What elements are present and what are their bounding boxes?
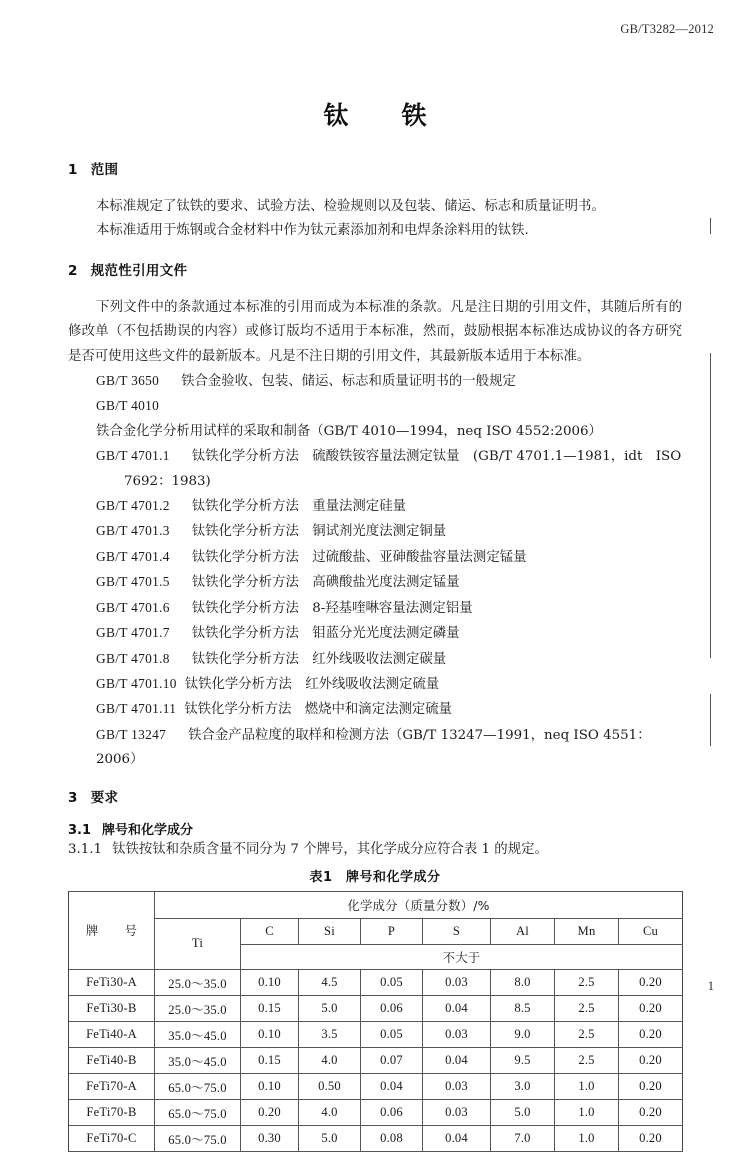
cell-s: 0.04: [423, 1125, 491, 1151]
section-number: 2: [68, 262, 78, 279]
cell-p: 0.08: [361, 1125, 423, 1151]
table-row: [69, 969, 683, 995]
reference-text: 钛铁化学分析方法 过硫酸盐、亚砷酸盐容量法测定锰量: [191, 549, 527, 565]
cell-si: 4.0: [299, 1099, 361, 1125]
cell-ti: 65.0～75.0: [155, 1099, 241, 1125]
reference-text: 钛铁化学分析方法 铜试剂光度法测定铜量: [191, 524, 447, 540]
cell-si: 3.5: [299, 1021, 361, 1047]
cell-grade: FeTi40-A: [69, 1021, 155, 1047]
reference-text: 钛铁化学分析方法 燃烧中和滴定法测定硫量: [184, 702, 453, 718]
cell-si: 0.50: [299, 1073, 361, 1099]
clause-number: 3.1.1: [68, 841, 103, 857]
cell-p: 0.05: [361, 1021, 423, 1047]
cell-p: 0.06: [361, 995, 423, 1021]
cell-c: 0.10: [241, 969, 299, 995]
clause-3-1-1: [68, 838, 682, 862]
change-bar-mark: [710, 694, 711, 746]
cell-ti: 65.0～75.0: [155, 1073, 241, 1099]
section-number: 1: [68, 162, 78, 178]
reference-code: GB/T 3650: [96, 373, 160, 389]
cell-al: 8.0: [491, 969, 555, 995]
cell-mn: 1.0: [555, 1125, 619, 1151]
reference-item: [68, 545, 682, 570]
cell-p: 0.07: [361, 1047, 423, 1073]
cell-cu: 0.20: [619, 1099, 683, 1125]
reference-item: [68, 647, 682, 672]
reference-code: GB/T 4701.6: [96, 599, 170, 615]
reference-code: GB/T 4701.5: [96, 574, 170, 590]
cell-c: 0.15: [241, 1047, 299, 1073]
cell-grade: FeTi40-B: [69, 1047, 155, 1073]
reference-item: [68, 494, 682, 519]
table-grade-and-chemical-composition: [68, 891, 683, 1152]
cell-grade: FeTi70-B: [69, 1099, 155, 1125]
reference-code: GB/T 4701.4: [96, 548, 170, 564]
cell-grade: FeTi70-A: [69, 1073, 155, 1099]
cell-c: 0.15: [241, 995, 299, 1021]
cell-p: 0.04: [361, 1073, 423, 1099]
cell-s: 0.03: [423, 1021, 491, 1047]
reference-code: GB/T 4701.1: [96, 448, 170, 464]
cell-si: 4.0: [299, 1047, 361, 1073]
reference-text: 钛铁化学分析方法 8-羟基喹啉容量法测定铝量: [191, 600, 473, 616]
cell-s: 0.04: [423, 995, 491, 1021]
subsection-number: 3.1: [68, 822, 92, 838]
cell-p: 0.05: [361, 969, 423, 995]
reference-item: [68, 519, 682, 544]
cell-s: 0.04: [423, 1047, 491, 1073]
cell-c: 0.20: [241, 1099, 299, 1125]
reference-item: [68, 697, 682, 722]
cell-cu: 0.20: [619, 1047, 683, 1073]
cell-al: 9.5: [491, 1047, 555, 1073]
reference-item: [68, 596, 682, 621]
table-row: [69, 1073, 683, 1099]
cell-grade: FeTi30-A: [69, 969, 155, 995]
reference-text: 钛铁化学分析方法 重量法测定硅量: [191, 499, 406, 515]
cell-cu: 0.20: [619, 1125, 683, 1151]
cell-ti: 25.0～35.0: [155, 969, 241, 995]
table-row: [69, 1047, 683, 1073]
table-header-row-1: [69, 891, 683, 918]
reference-code: GB/T 4701.8: [96, 650, 170, 666]
cell-ti: 25.0～35.0: [155, 995, 241, 1021]
scope-paragraph-1: 本标准规定了钛铁的要求、试验方法、检验规则以及包装、储运、标志和质量证明书。: [96, 199, 605, 214]
reference-text: 钛铁化学分析方法 硫酸铁铵容量法测定钛量 (GB/T 4701.1—1981，idt ISO 7692：1983): [124, 449, 682, 489]
reference-text: 铁合金产品粒度的取样和检测方法（GB/T 13247—1991，neq ISO 4551：2006）: [96, 727, 651, 768]
cell-c: 0.10: [241, 1021, 299, 1047]
section-title: 规范性引用文件: [90, 262, 188, 279]
subsection-title: 牌号和化学成分: [102, 822, 194, 838]
header-cell-al: Al: [491, 918, 555, 944]
reference-text: 钛铁化学分析方法 红外线吸收法测定硫量: [184, 676, 440, 692]
reference-item: [68, 723, 682, 773]
cell-mn: 2.5: [555, 969, 619, 995]
cell-p: 0.06: [361, 1099, 423, 1125]
cell-cu: 0.20: [619, 995, 683, 1021]
reference-code: GB/T 4701.10: [96, 675, 177, 691]
cell-ti: 65.0～75.0: [155, 1125, 241, 1151]
table-row: [69, 1099, 683, 1125]
change-bar-mark: [710, 218, 711, 234]
header-cell-mn: Mn: [555, 918, 619, 944]
cell-mn: 2.5: [555, 1047, 619, 1073]
cell-s: 0.03: [423, 969, 491, 995]
cell-mn: 1.0: [555, 1073, 619, 1099]
cell-cu: 0.20: [619, 969, 683, 995]
header-cell-composition: 化学成分（质量分数）/%: [155, 891, 683, 918]
reference-text: 钛铁化学分析方法 钼蓝分光光度法测定磷量: [191, 626, 460, 642]
cell-c: 0.30: [241, 1125, 299, 1151]
subsection-heading-grade-and-composition: [68, 819, 682, 838]
document-body: [68, 158, 682, 1152]
cell-al: 9.0: [491, 1021, 555, 1047]
reference-code: GB/T 4701.11: [96, 701, 177, 717]
header-cell-grade: 牌 号: [69, 891, 155, 969]
section-heading-requirements: [68, 786, 682, 806]
cell-si: 5.0: [299, 1125, 361, 1151]
section-heading-scope: [68, 158, 682, 178]
cell-grade: FeTi30-B: [69, 995, 155, 1021]
running-header-standard-code: GB/T3282—2012: [620, 22, 714, 36]
section-number: 3: [68, 789, 78, 806]
header-cell-si: Si: [299, 918, 361, 944]
cell-al: 3.0: [491, 1073, 555, 1099]
table-caption: 表1 牌号和化学成分: [309, 869, 441, 885]
reference-code: GB/T 4701.3: [96, 523, 170, 539]
reference-item: [68, 570, 682, 595]
cell-al: 7.0: [491, 1125, 555, 1151]
table-row: [69, 1021, 683, 1047]
reference-code: GB/T 4701.2: [96, 498, 170, 514]
cell-ti: 35.0～45.0: [155, 1021, 241, 1047]
reference-text: 钛铁化学分析方法 红外线吸收法测定碳量: [191, 651, 447, 667]
cell-mn: 2.5: [555, 995, 619, 1021]
reference-item: [68, 394, 682, 444]
cell-cu: 0.20: [619, 1073, 683, 1099]
cell-cu: 0.20: [619, 1021, 683, 1047]
table-row: [69, 995, 683, 1021]
cell-si: 4.5: [299, 969, 361, 995]
cell-al: 5.0: [491, 1099, 555, 1125]
table-header-row-2: [69, 918, 683, 944]
reference-item: [96, 444, 682, 494]
reference-item: [68, 672, 682, 697]
header-cell-ti: Ti: [155, 918, 241, 969]
header-cell-c: C: [241, 918, 299, 944]
cell-mn: 1.0: [555, 1099, 619, 1125]
reference-text: 钛铁化学分析方法 高碘酸盐光度法测定锰量: [191, 575, 460, 591]
normative-references-list: [68, 369, 682, 773]
cell-al: 8.5: [491, 995, 555, 1021]
header-cell-s: S: [423, 918, 491, 944]
page-title: 钛 铁: [323, 101, 441, 130]
scope-paragraph-2: 本标准适用于炼钢或合金材料中作为钛元素添加剂和电焊条涂料用的钛铁.: [96, 223, 529, 239]
cell-c: 0.10: [241, 1073, 299, 1099]
section-title: 范围: [90, 162, 119, 178]
table-row: [69, 1125, 683, 1151]
normative-references-intro: 下列文件中的条款通过本标准的引用而成为本标准的条款。凡是注日期的引用文件，其随后所有的修改单（不包括勘误的内容）或修订版均不适用于本标准，然而，鼓励根据本标准达成协议的各方研究是否可使用这些文件的最新版本。凡是不注日期的引用文件，其最新版本适用于本标准。: [68, 299, 682, 364]
reference-code: GB/T 13247: [96, 726, 167, 742]
header-cell-cu: Cu: [619, 918, 683, 944]
reference-item: [68, 369, 682, 394]
change-bar-mark: [710, 353, 711, 658]
reference-code: GB/T 4701.7: [96, 625, 170, 641]
section-heading-normative-references: [68, 259, 682, 279]
page-number: 1: [707, 979, 714, 993]
cell-grade: FeTi70-C: [69, 1125, 155, 1151]
clause-text: 钛铁按钛和杂质含量不同分为 7 个牌号，其化学成分应符合表 1 的规定。: [112, 841, 548, 857]
cell-mn: 2.5: [555, 1021, 619, 1047]
header-cell-p: P: [361, 918, 423, 944]
reference-text: 铁合金化学分析用试样的采取和制备（GB/T 4010—1994，neq ISO 4552:2006）: [96, 423, 602, 439]
cell-ti: 35.0～45.0: [155, 1047, 241, 1073]
header-cell-not-greater-than: 不大于: [241, 944, 683, 969]
reference-text: 铁合金验收、包装、储运、标志和质量证明书的一般规定: [181, 374, 516, 390]
reference-item: [68, 621, 682, 646]
cell-s: 0.03: [423, 1099, 491, 1125]
cell-s: 0.03: [423, 1073, 491, 1099]
cell-si: 5.0: [299, 995, 361, 1021]
section-title: 要求: [90, 789, 119, 806]
reference-code: GB/T 4010: [96, 398, 160, 414]
